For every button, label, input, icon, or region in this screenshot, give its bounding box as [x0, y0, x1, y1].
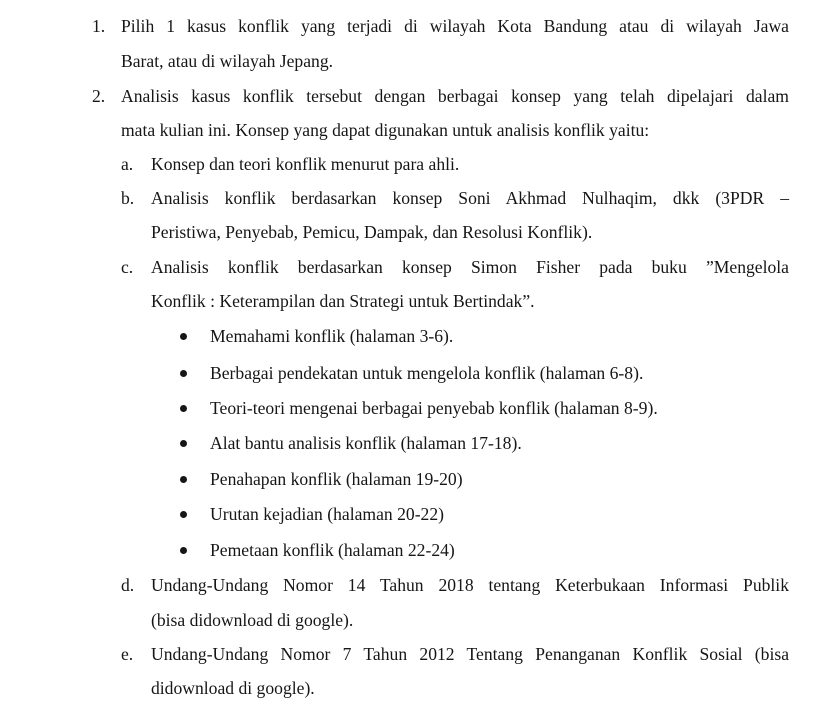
- bullet-marker: [180, 333, 187, 340]
- subitem-d-line-1: Undang-Undang Nomor 14 Tahun 2018 tentang Keterbukaan Informasi Publik: [151, 575, 789, 595]
- list-number-2: 2.: [92, 86, 106, 106]
- subitem-b-line-1: Analisis konflik berdasarkan konsep Soni Akhmad Nulhaqim, dkk (3PDR –: [151, 188, 789, 208]
- bullet-marker: [180, 547, 187, 554]
- bullet-marker: [180, 405, 187, 412]
- bullet-item-4: Alat bantu analisis konflik (halaman 17-18).: [210, 433, 522, 453]
- item-1-line-1: Pilih 1 kasus konflik yang terjadi di wilayah Kota Bandung atau di wilayah Jawa: [121, 16, 789, 36]
- subitem-e-line-1: Undang-Undang Nomor 7 Tahun 2012 Tentang Penanganan Konflik Sosial (bisa: [151, 644, 789, 664]
- sublist-letter-d: d.: [121, 575, 135, 595]
- sublist-letter-c: c.: [121, 257, 134, 277]
- bullet-item-3: Teori-teori mengenai berbagai penyebab konflik (halaman 8-9).: [210, 398, 658, 418]
- item-2-line-2: mata kulian ini. Konsep yang dapat digunakan untuk analisis konflik yaitu:: [121, 120, 650, 140]
- subitem-e-line-2: didownload di google).: [151, 678, 315, 698]
- bullet-item-5: Penahapan konflik (halaman 19-20): [210, 469, 463, 489]
- subitem-c-line-2: Konflik : Keterampilan dan Strategi untuk Bertindak”.: [151, 291, 535, 311]
- sublist-letter-a: a.: [121, 154, 134, 174]
- subitem-d-line-2: (bisa didownload di google).: [151, 610, 354, 630]
- item-2-line-1: Analisis kasus konflik tersebut dengan berbagai konsep yang telah dipelajari dalam: [121, 86, 789, 106]
- subitem-a-line-1: Konsep dan teori konflik menurut para ahli.: [151, 154, 460, 174]
- bullet-marker: [180, 476, 187, 483]
- item-1-line-2: Barat, atau di wilayah Jepang.: [121, 51, 334, 71]
- bullet-marker: [180, 440, 187, 447]
- subitem-c-line-1: Analisis konflik berdasarkan konsep Simon Fisher pada buku ”Mengelola: [151, 257, 789, 277]
- bullet-marker: [180, 511, 187, 518]
- bullet-item-6: Urutan kejadian (halaman 20-22): [210, 504, 445, 524]
- bullet-item-1: Memahami konflik (halaman 3-6).: [210, 326, 454, 346]
- subitem-b-line-2: Peristiwa, Penyebab, Pemicu, Dampak, dan Resolusi Konflik).: [151, 222, 593, 242]
- list-number-1: 1.: [92, 16, 106, 36]
- sublist-letter-e: e.: [121, 644, 134, 664]
- bullet-item-2: Berbagai pendekatan untuk mengelola konflik (halaman 6-8).: [210, 363, 644, 383]
- sublist-letter-b: b.: [121, 188, 135, 208]
- bullet-item-7: Pemetaan konflik (halaman 22-24): [210, 540, 455, 560]
- bullet-marker: [180, 370, 187, 377]
